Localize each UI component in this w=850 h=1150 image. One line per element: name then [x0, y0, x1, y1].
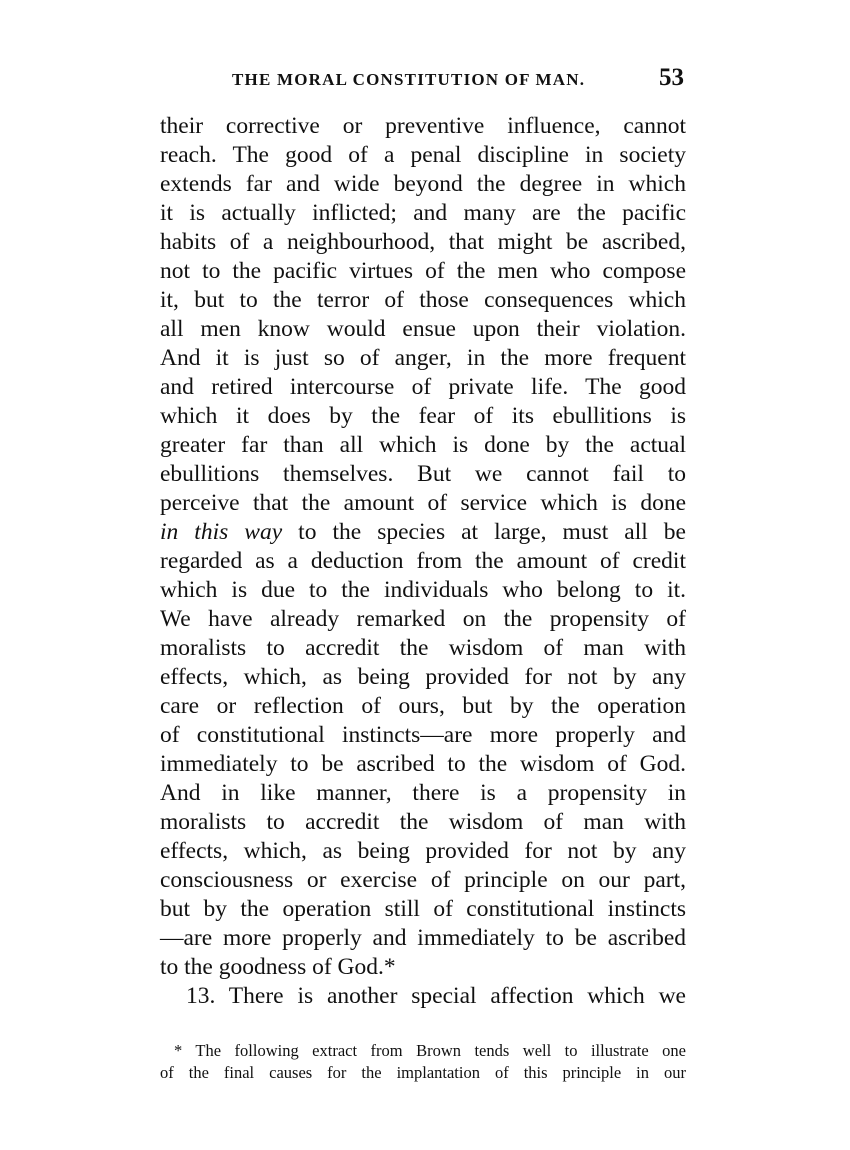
text-line: ebullitions themselves. But we cannot fail to: [160, 461, 686, 487]
text-line: and retired intercourse of private life. The good: [160, 374, 686, 400]
text-line: regarded as a deduction from the amount of credit: [160, 548, 686, 574]
footnote-line: of the final causes for the implantation of this principle in our: [160, 1063, 686, 1082]
body-text: [160, 112, 686, 1011]
text-line: perceive that the amount of service which is done: [160, 490, 686, 516]
text-line: We have already remarked on the propensity of: [160, 606, 686, 632]
text-line: effects, which, as being provided for not by any: [160, 838, 686, 864]
text-line: effects, which, as being provided for not by any: [160, 664, 686, 690]
text-line: reach. The good of a penal discipline in society: [160, 142, 686, 168]
italic-phrase: in this way: [160, 519, 283, 545]
text-line: which it does by the fear of its ebullitions is: [160, 403, 686, 429]
text-line: consciousness or exercise of principle on our part,: [160, 867, 686, 893]
text-line: And in like manner, there is a propensity in: [160, 780, 686, 806]
text-line: And it is just so of anger, in the more frequent: [160, 345, 686, 371]
running-title: THE MORAL CONSTITUTION OF MAN.: [232, 70, 586, 89]
text-line: to the goodness of God.*: [160, 954, 396, 980]
text-line: in this way to the species at large, must all be: [160, 519, 686, 545]
text-line: their corrective or preventive influence, cannot: [160, 113, 686, 139]
page-number: 53: [659, 64, 684, 91]
text-line: it is actually inflicted; and many are the pacific: [160, 200, 686, 226]
text-line: moralists to accredit the wisdom of man with: [160, 809, 686, 835]
text-line: immediately to be ascribed to the wisdom of God.: [160, 751, 686, 777]
footnote: [160, 1040, 686, 1084]
text-line: but by the operation still of constitutional instincts: [160, 896, 686, 922]
text-line: not to the pacific virtues of the men who compose: [160, 258, 686, 284]
text-line: —are more properly and immediately to be ascribed: [160, 925, 686, 951]
text-line: habits of a neighbourhood, that might be ascribed,: [160, 229, 686, 255]
text-line: all men know would ensue upon their violation.: [160, 316, 686, 342]
text-line: moralists to accredit the wisdom of man with: [160, 635, 686, 661]
paragraph-start-line: 13. There is another special affection which we: [186, 983, 686, 1009]
footnote-line: * The following extract from Brown tends well to illustrate one: [174, 1041, 686, 1060]
text-line: of constitutional instincts—are more properly and: [160, 722, 686, 748]
page-header: [160, 66, 686, 92]
text-line: greater far than all which is done by the actual: [160, 432, 686, 458]
text-line: it, but to the terror of those consequences which: [160, 287, 686, 313]
text-line: which is due to the individuals who belong to it.: [160, 577, 686, 603]
text-line: extends far and wide beyond the degree in which: [160, 171, 686, 197]
text-line: care or reflection of ours, but by the operation: [160, 693, 686, 719]
